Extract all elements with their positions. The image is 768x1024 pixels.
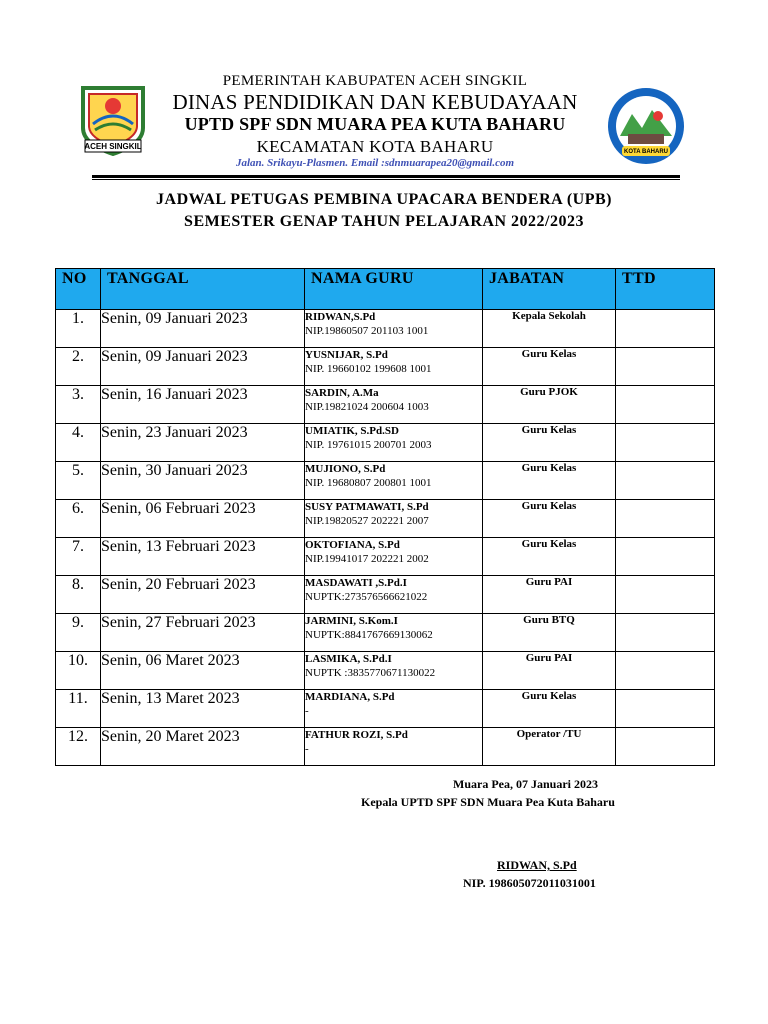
cell-no: 4. <box>56 424 101 462</box>
cell-tanggal: Senin, 20 Februari 2023 <box>101 576 305 614</box>
cell-ttd <box>616 538 715 576</box>
table-row <box>56 538 715 576</box>
cell-jabatan: Guru Kelas <box>483 500 616 538</box>
cell-tanggal: Senin, 13 Maret 2023 <box>101 690 305 728</box>
signature-place-date: Muara Pea, 07 Januari 2023 <box>453 777 598 791</box>
header-school-name: UPTD SPF SDN MUARA PEA KUTA BAHARU <box>184 114 566 134</box>
teacher-nip: NUPTK:273576566621022 <box>305 591 428 603</box>
cell-tanggal: Senin, 06 Februari 2023 <box>101 500 305 538</box>
document-subtitle: SEMESTER GENAP TAHUN PELAJARAN 2022/2023 <box>184 213 584 230</box>
schedule-table <box>55 268 715 766</box>
header-divider-thin <box>92 179 680 180</box>
header-no: NO <box>56 269 101 310</box>
cell-ttd <box>616 424 715 462</box>
cell-nama-guru <box>305 424 483 462</box>
signature-nip: NIP. 198605072011031001 <box>463 876 596 890</box>
teacher-name: OKTOFIANA, S.Pd <box>305 539 400 551</box>
teacher-nip: NIP. 19660102 199608 1001 <box>305 363 432 375</box>
teacher-nip: NIP. 19680807 200801 1001 <box>305 477 432 489</box>
cell-ttd <box>616 500 715 538</box>
header-divider-thick <box>92 175 680 178</box>
cell-ttd <box>616 386 715 424</box>
cell-tanggal: Senin, 30 Januari 2023 <box>101 462 305 500</box>
teacher-name: LASMIKA, S.Pd.I <box>305 653 392 665</box>
table-row <box>56 310 715 348</box>
teacher-name: SUSY PATMAWATI, S.Pd <box>305 501 429 513</box>
cell-ttd <box>616 348 715 386</box>
teacher-nip: NIP.19820527 202221 2007 <box>305 515 429 527</box>
teacher-nip: - <box>305 743 309 755</box>
cell-no: 2. <box>56 348 101 386</box>
cell-nama-guru <box>305 538 483 576</box>
cell-tanggal: Senin, 06 Maret 2023 <box>101 652 305 690</box>
cell-tanggal: Senin, 20 Maret 2023 <box>101 728 305 766</box>
teacher-name: YUSNIJAR, S.Pd <box>305 349 388 361</box>
header-department: DINAS PENDIDIKAN DAN KEBUDAYAAN <box>172 90 578 114</box>
school-logo <box>606 86 686 166</box>
teacher-name: UMIATIK, S.Pd.SD <box>305 425 399 437</box>
teacher-name: FATHUR ROZI, S.Pd <box>305 729 408 741</box>
cell-tanggal: Senin, 09 Januari 2023 <box>101 310 305 348</box>
teacher-nip: NIP. 19761015 200701 2003 <box>305 439 432 451</box>
teacher-nip: NIP.19941017 202221 2002 <box>305 553 429 565</box>
header-jabatan: JABATAN <box>483 269 616 310</box>
signature-position: Kepala UPTD SPF SDN Muara Pea Kuta Baharu <box>361 795 615 809</box>
teacher-nip: NUPTK:8841767669130062 <box>305 629 433 641</box>
teacher-name: MASDAWATI ,S.Pd.I <box>305 577 407 589</box>
cell-ttd <box>616 310 715 348</box>
cell-nama-guru <box>305 728 483 766</box>
table-row <box>56 690 715 728</box>
cell-nama-guru <box>305 386 483 424</box>
table-header-row <box>56 269 715 310</box>
cell-nama-guru <box>305 310 483 348</box>
teacher-name: JARMINI, S.Kom.I <box>305 615 398 627</box>
cell-no: 12. <box>56 728 101 766</box>
cell-ttd <box>616 728 715 766</box>
cell-jabatan: Guru PJOK <box>483 386 616 424</box>
teacher-nip: - <box>305 705 309 717</box>
document-title: JADWAL PETUGAS PEMBINA UPACARA BENDERA (UPB) <box>156 191 612 208</box>
header-address: Jalan. Srikayu-Plasmen. Email :sdnmuarapea20@gmail.com <box>235 157 515 169</box>
teacher-name: SARDIN, A.Ma <box>305 387 379 399</box>
table-row <box>56 576 715 614</box>
cell-nama-guru <box>305 462 483 500</box>
teacher-name: RIDWAN,S.Pd <box>305 311 376 323</box>
cell-no: 7. <box>56 538 101 576</box>
cell-no: 5. <box>56 462 101 500</box>
cell-nama-guru <box>305 652 483 690</box>
cell-nama-guru <box>305 614 483 652</box>
cell-nama-guru <box>305 500 483 538</box>
teacher-nip: NIP.19821024 200604 1003 <box>305 401 429 413</box>
table-row <box>56 500 715 538</box>
cell-ttd <box>616 576 715 614</box>
cell-tanggal: Senin, 16 Januari 2023 <box>101 386 305 424</box>
header-tanggal: TANGGAL <box>101 269 305 310</box>
cell-jabatan: Guru PAI <box>483 576 616 614</box>
cell-no: 9. <box>56 614 101 652</box>
table-row <box>56 462 715 500</box>
teacher-name: MARDIANA, S.Pd <box>305 691 395 703</box>
cell-no: 1. <box>56 310 101 348</box>
cell-jabatan: Guru Kelas <box>483 690 616 728</box>
cell-jabatan: Guru BTQ <box>483 614 616 652</box>
cell-nama-guru <box>305 576 483 614</box>
header-government: PEMERINTAH KABUPATEN ACEH SINGKIL <box>222 73 528 89</box>
table-row <box>56 348 715 386</box>
table-row <box>56 386 715 424</box>
header-nama-guru: NAMA GURU <box>305 269 483 310</box>
cell-jabatan: Guru Kelas <box>483 538 616 576</box>
table-row <box>56 652 715 690</box>
cell-no: 8. <box>56 576 101 614</box>
cell-jabatan: Guru Kelas <box>483 424 616 462</box>
header-district: KECAMATAN KOTA BAHARU <box>256 137 494 156</box>
teacher-nip: NIP.19860507 201103 1001 <box>305 325 429 337</box>
cell-ttd <box>616 614 715 652</box>
cell-tanggal: Senin, 27 Februari 2023 <box>101 614 305 652</box>
aceh-singkil-logo <box>77 84 149 156</box>
cell-tanggal: Senin, 23 Januari 2023 <box>101 424 305 462</box>
logo-left-text: ACEH SINGKIL <box>84 142 142 151</box>
cell-tanggal: Senin, 13 Februari 2023 <box>101 538 305 576</box>
cell-tanggal: Senin, 09 Januari 2023 <box>101 348 305 386</box>
cell-ttd <box>616 462 715 500</box>
cell-nama-guru <box>305 348 483 386</box>
teacher-nip: NUPTK :3835770671130022 <box>305 667 436 679</box>
logo-right-text: KOTA BAHARU <box>624 149 668 155</box>
cell-no: 10. <box>56 652 101 690</box>
cell-no: 3. <box>56 386 101 424</box>
cell-ttd <box>616 690 715 728</box>
header-ttd: TTD <box>616 269 715 310</box>
cell-nama-guru <box>305 690 483 728</box>
table-row <box>56 614 715 652</box>
cell-no: 6. <box>56 500 101 538</box>
teacher-name: MUJIONO, S.Pd <box>305 463 386 475</box>
signature-name: RIDWAN, S.Pd <box>497 858 577 872</box>
cell-ttd <box>616 652 715 690</box>
table-row <box>56 424 715 462</box>
cell-jabatan: Kepala Sekolah <box>483 310 616 348</box>
cell-jabatan: Guru Kelas <box>483 348 616 386</box>
cell-no: 11. <box>56 690 101 728</box>
cell-jabatan: Guru PAI <box>483 652 616 690</box>
cell-jabatan: Guru Kelas <box>483 462 616 500</box>
table-row <box>56 728 715 766</box>
cell-jabatan: Operator /TU <box>483 728 616 766</box>
